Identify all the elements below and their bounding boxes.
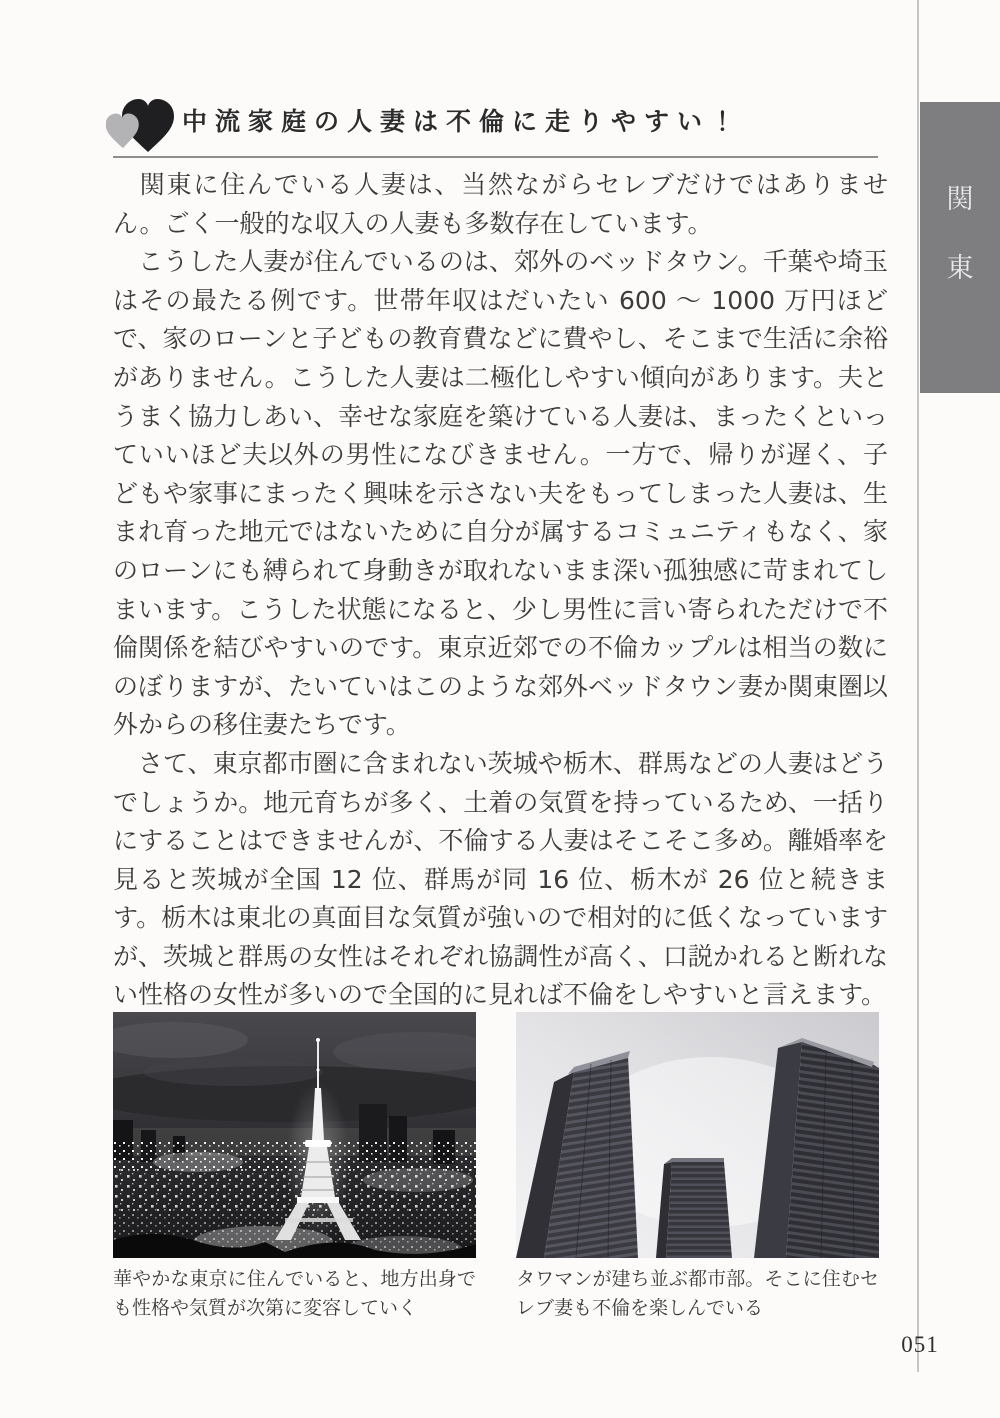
paragraph: こうした人妻が住んでいるのは、郊外のベッドタウン。千葉や埼玉はその最たる例です。世帯年収はだいたい 600 ～ 1000 万円ほどで、家のローンと子どもの教育費などに費やし、そこまで生活に余裕がありません。こうした人妻は二極化しやすい傾向があります。夫とうまく協力しあい、幸せな家庭を築けている人妻は、まったくといっていいほど夫以外の男性になびきません。一方で、帰りが遅く、子どもや家事にまったく興味を示さない夫をもってしまった人妻は、生まれ育った地元ではないために自分が属するコミュニティもなく、家のローンにも縛られて身動きが取れないまま深い孤独感に苛まれてしまいます。こうした状態になると、少し男性に言い寄られただけで不倫関係を結びやすいのです。東京近郊での不倫カップルは相当の数にのぼりますが、たいていはこのような郊外ベッドタウン妻か関東圏以外からの移住妻たちです。 xyxy=(113,247,889,740)
chapter-tab-kanto xyxy=(920,102,1000,393)
page-title: 中流家庭の人妻は不倫に走りやすい！ xyxy=(182,107,744,136)
article-body xyxy=(113,166,888,1015)
chapter-tab-char: 関 xyxy=(946,184,974,215)
paragraph: さて、東京都市圏に含まれない茨城や栃木、群馬などの人妻はどうでしょうか。地元育ちが多く、土着の気質を持っているため、一括りにすることはできませんが、不倫する人妻はそこそこ多め。離婚率を見ると茨城が全国 12 位、群馬が同 16 位、栃木が 26 位と続きます。栃木は東北の真面目な気質が強いので相対的に低くなっていますが、茨城と群馬の女性はそれぞれ協調性が高く、口説かれると断れない性格の女性が多いので全国的に見れば不倫をしやすいと言えます。 xyxy=(113,748,888,1010)
figure-tower-mansions xyxy=(516,1012,879,1323)
double-heart-icon xyxy=(106,92,178,164)
paragraph: 関東に住んでいる人妻は、当然ながらセレブだけではありません。ごく一般的な収入の人妻も多数存在しています。 xyxy=(113,170,888,238)
figure-caption: 華やかな東京に住んでいると、地方出身でも性格や気質が次第に変容していく xyxy=(113,1268,476,1319)
title-underline xyxy=(113,156,878,158)
tower-mansion-photo xyxy=(516,1012,879,1258)
tokyo-tower-night-photo xyxy=(113,1012,476,1258)
figure-tokyo-night xyxy=(113,1012,476,1323)
chapter-tab-char: 東 xyxy=(946,253,974,284)
page-edge-rule xyxy=(917,0,919,1372)
page-number: 051 xyxy=(901,1332,939,1357)
figure-caption: タワマンが建ち並ぶ都市部。そこに住むセレブ妻も不倫を楽しんでいる xyxy=(516,1268,879,1319)
